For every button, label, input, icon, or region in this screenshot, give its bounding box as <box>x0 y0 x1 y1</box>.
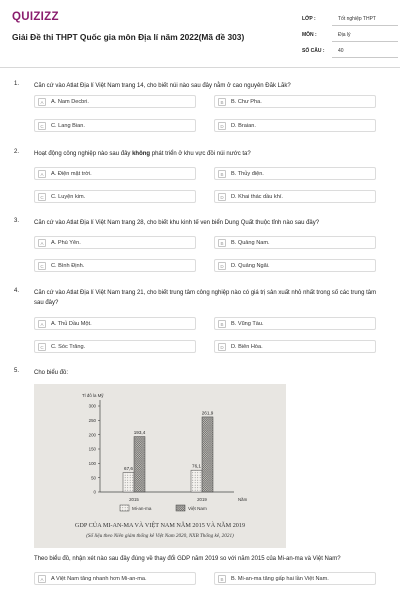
option-a[interactable] <box>34 572 196 585</box>
worksheet-title: Giải Đề thi THPT Quốc gia môn Địa lí năm 2022(Mã đề 303) <box>12 32 245 42</box>
legend-label: Mi-an-ma <box>132 506 152 511</box>
x-axis-label: Năm <box>238 497 248 502</box>
quizizz-logo: QUIZIZZ <box>12 11 59 23</box>
option-text: B. Vũng Tàu. <box>231 321 264 327</box>
option-d[interactable] <box>214 119 376 132</box>
option-text: B. Mi-an-ma tăng gấp hai lần Việt Nam. <box>231 576 329 582</box>
question-number: 5. <box>14 368 20 374</box>
question-text: Theo biểu đồ, nhận xét nào sau đây đúng về thay đổi GDP năm 2019 so với năm 2015 của Mi-an-ma và Việt Nam? <box>34 556 341 562</box>
option-letter: C <box>38 193 46 201</box>
meta-class <box>302 12 398 26</box>
option-letter: B <box>218 320 226 328</box>
option-text: D. Biên Hòa. <box>231 344 263 350</box>
y-tick-label: 150 <box>88 446 96 452</box>
question-text: Căn cứ vào Atlat Địa lí Việt Nam trang 21, cho biết trung tâm công nghiệp nào có giá trị sản xuất nhỏ nhất trong số các trung tâm sau đây? <box>34 290 377 306</box>
option-text: C. Lang Bian. <box>51 123 85 129</box>
question-number: 1. <box>14 81 20 87</box>
option-b[interactable] <box>214 167 376 180</box>
option-text: C. Bình Định. <box>51 263 85 269</box>
option-a[interactable] <box>34 95 196 108</box>
question-number: 4. <box>14 288 20 294</box>
meta-count-value: 40 <box>338 48 344 54</box>
y-tick-label: 300 <box>88 403 96 409</box>
chart-bars <box>123 410 214 492</box>
option-text: C. Luyện kim. <box>51 194 86 200</box>
option-b[interactable] <box>214 95 376 108</box>
option-letter: C <box>38 122 46 130</box>
data-label: 261,9 <box>201 410 214 416</box>
option-text: C. Sóc Trăng. <box>51 344 86 350</box>
option-b[interactable] <box>214 572 376 585</box>
option-text: A. Điện mặt trời. <box>51 171 92 177</box>
option-text: A Việt Nam tăng nhanh hơn Mi-an-ma. <box>51 576 147 582</box>
option-letter: A <box>38 575 46 583</box>
option-a[interactable] <box>34 236 196 249</box>
option-letter: B <box>218 239 226 247</box>
option-letter: B <box>218 575 226 583</box>
option-a[interactable] <box>34 317 196 330</box>
option-a[interactable] <box>34 167 196 180</box>
option-b[interactable] <box>214 236 376 249</box>
meta-class-line <box>332 25 398 26</box>
question-number: 3. <box>14 218 20 224</box>
option-c[interactable] <box>34 340 196 353</box>
option-text: A. Nam Decbri. <box>51 99 89 105</box>
option-letter: A <box>38 239 46 247</box>
option-letter: A <box>38 170 46 178</box>
x-tick-label: 2015 <box>129 497 139 502</box>
meta-subject-value: Địa lý <box>338 32 351 38</box>
option-letter: D <box>218 122 226 130</box>
option-text: D. Khai thác dầu khí. <box>231 194 283 200</box>
option-c[interactable] <box>34 259 196 272</box>
y-tick-label: 200 <box>88 432 96 438</box>
option-text: A. Thủ Dầu Một. <box>51 321 92 327</box>
option-letter: D <box>218 193 226 201</box>
option-text: B. Thủy điện. <box>231 171 264 177</box>
option-d[interactable] <box>214 340 376 353</box>
option-letter: C <box>38 262 46 270</box>
option-letter: A <box>38 320 46 328</box>
question-text-bold: không <box>132 151 151 157</box>
question-text: Căn cứ vào Atlat Địa lí Việt Nam trang 14, cho biết núi nào sau đây nằm ở cao nguyên Đăk Lăk? <box>34 83 291 89</box>
option-letter: D <box>218 343 226 351</box>
option-c[interactable] <box>34 190 196 203</box>
option-text: A. Phú Yên. <box>51 240 81 246</box>
chart-legend <box>120 505 207 511</box>
meta-subject-line <box>332 41 398 42</box>
legend-label: Việt Nam <box>188 506 207 511</box>
option-b[interactable] <box>214 317 376 330</box>
meta-count-line <box>332 57 398 58</box>
option-letter: A <box>38 98 46 106</box>
question-text: Cho biểu đồ: <box>34 370 69 376</box>
option-text: B. Quảng Nam. <box>231 240 270 246</box>
option-d[interactable] <box>214 259 376 272</box>
chart-axes <box>82 393 248 502</box>
x-tick-label: 2019 <box>197 497 207 502</box>
bar-mi-an-ma <box>191 470 202 492</box>
question-number: 2. <box>14 149 20 155</box>
option-letter: C <box>38 343 46 351</box>
question-text-before: Hoạt động công nghiệp nào sau đây <box>34 151 133 157</box>
option-c[interactable] <box>34 119 196 132</box>
option-text: B. Chư Pha. <box>231 99 262 105</box>
data-label: 67,6 <box>124 466 133 472</box>
meta-count-key: SỐ CÂU : <box>302 48 325 54</box>
y-tick-label: 50 <box>91 475 96 481</box>
option-text: D. Braian. <box>231 123 256 129</box>
question-text: Căn cứ vào Atlat Địa lí Việt Nam trang 28, cho biết khu kinh tế ven biển Dung Quất thuộc tỉnh nào sau đây? <box>34 220 320 226</box>
option-d[interactable] <box>214 190 376 203</box>
chart-figure <box>34 384 286 548</box>
meta-class-key: LỚP : <box>302 16 316 22</box>
option-letter: D <box>218 262 226 270</box>
bar-việt-nam <box>134 437 145 492</box>
meta-subject-key: MÔN : <box>302 32 317 38</box>
legend-swatch <box>176 505 185 511</box>
meta-subject <box>302 28 398 42</box>
legend-swatch <box>120 505 129 511</box>
option-letter: B <box>218 98 226 106</box>
meta-class-value: Tốt nghiệp THPT <box>338 16 376 22</box>
option-letter: B <box>218 170 226 178</box>
y-axis-label: Tỉ đô la Mỹ <box>82 393 104 398</box>
option-text: D. Quảng Ngãi. <box>231 263 270 269</box>
question-text <box>34 149 386 159</box>
chart-caption: GDP CỦA MI-AN-MA VÀ VIỆT NAM NĂM 2015 VÀ NĂM 2019 <box>74 522 246 529</box>
y-tick-label: 100 <box>88 460 96 466</box>
chart-source: (Số liệu theo Niên giám thống kê Việt Nam 2020, NXB Thống kê, 2021) <box>86 533 234 539</box>
y-tick-label: 250 <box>88 417 96 423</box>
meta-count <box>302 44 398 58</box>
bar-mi-an-ma <box>123 473 134 492</box>
worksheet-header <box>0 0 400 68</box>
y-tick-label: 0 <box>93 489 96 495</box>
data-label: 76,1 <box>192 463 201 469</box>
data-label: 193,4 <box>133 430 146 436</box>
question-text-after: phát triển ở khu vực đồi núi nước ta? <box>150 151 251 157</box>
bar-việt-nam <box>202 417 213 492</box>
